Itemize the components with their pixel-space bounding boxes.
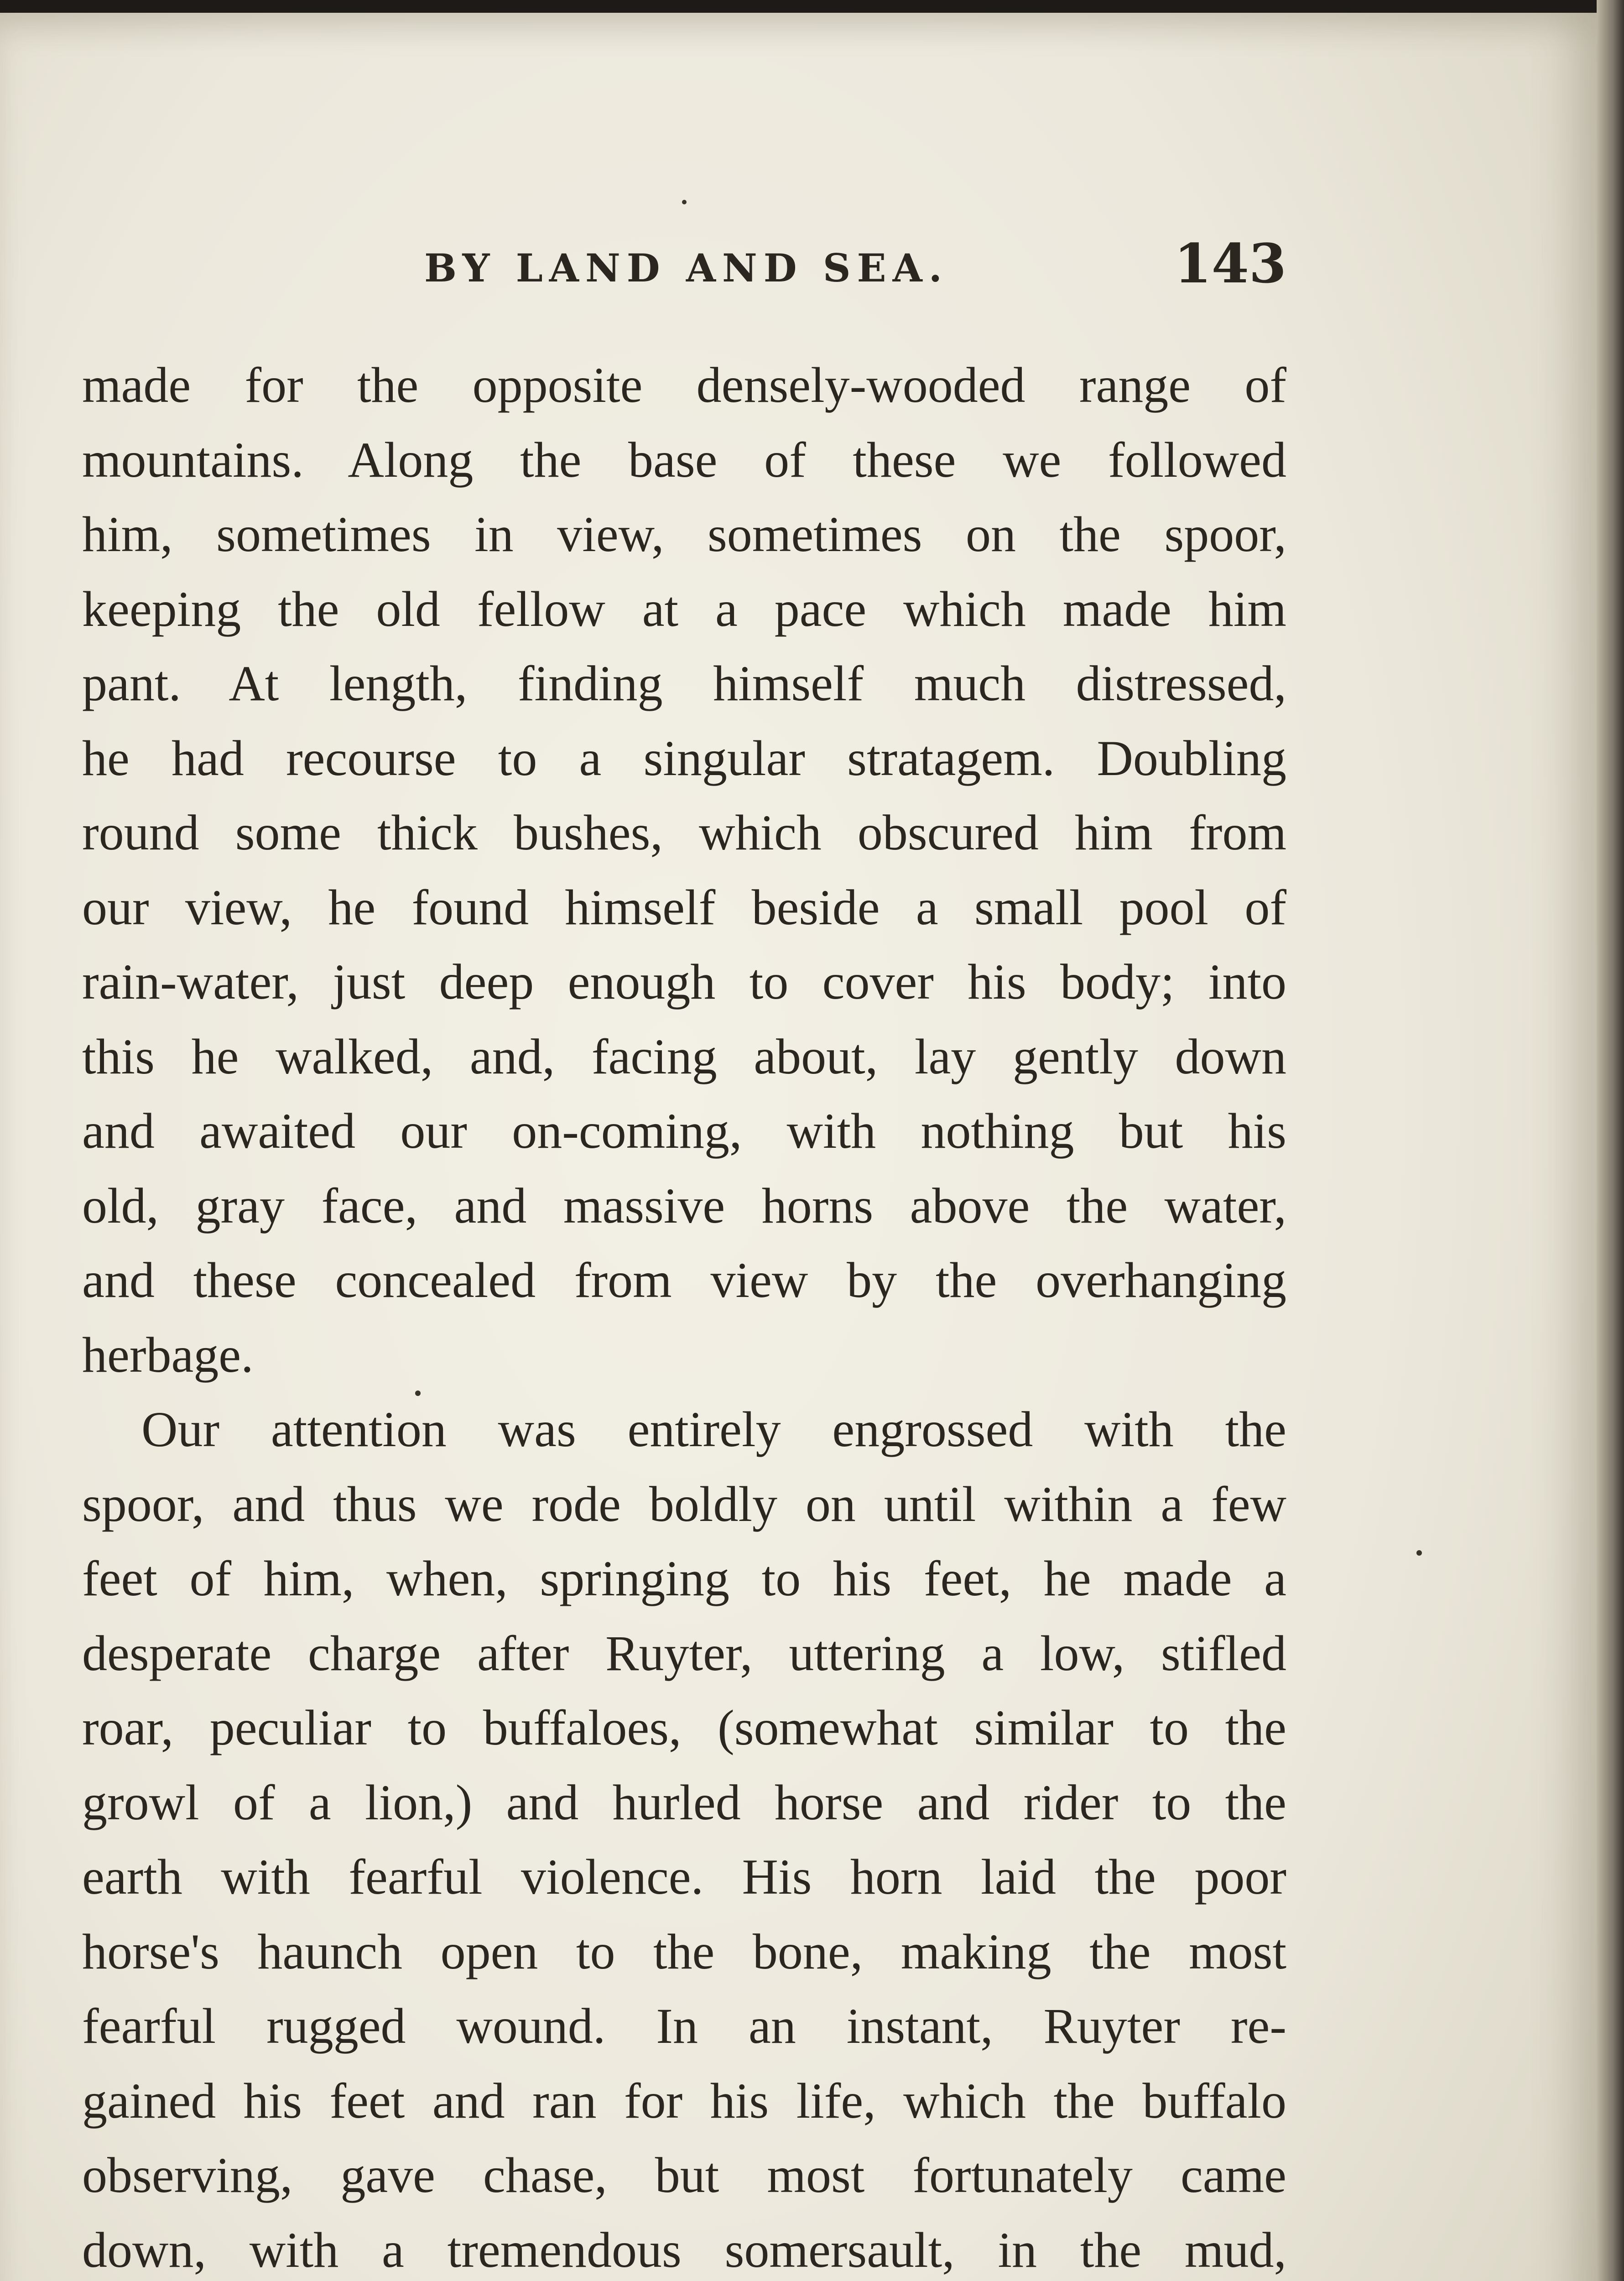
text-line: down, with a tremendous somersault, in the mud,	[82, 2222, 1286, 2278]
text-line: herbage.	[82, 1327, 254, 1383]
text-line: feet of him, when, springing to his feet, he made a	[82, 1551, 1286, 1606]
text-line: and awaited our on-coming, with nothing but his	[82, 1103, 1286, 1159]
text-line: spoor, and thus we rode boldly on until within a few	[82, 1476, 1286, 1532]
text-line: horse's haunch open to the bone, making the most	[82, 1923, 1286, 1979]
text-line: fearful rugged wound. In an instant, Ruyter re-	[82, 1998, 1286, 2054]
text-line: round some thick bushes, which obscured him from	[82, 805, 1286, 860]
text-line: earth with fearful violence. His horn laid the poor	[82, 1849, 1286, 1905]
paragraph-2	[82, 1392, 1286, 2281]
text-line: growl of a lion,) and hurled horse and rider to the	[82, 1774, 1286, 1830]
text-line: old, gray face, and massive horns above the water,	[82, 1177, 1286, 1234]
top-page-edge	[0, 0, 1624, 14]
text-line: observing, gave chase, but most fortunately came	[82, 2147, 1286, 2203]
text-line: he had recourse to a singular stratagem. Doubling	[82, 730, 1286, 786]
running-head	[82, 227, 1286, 296]
paragraph-1	[82, 348, 1286, 1392]
text-line: gained his feet and ran for his life, which the buffalo	[82, 2073, 1286, 2129]
text-line: him, sometimes in view, sometimes on the spoor,	[82, 506, 1286, 562]
text-line: roar, peculiar to buffaloes, (somewhat similar to the	[82, 1700, 1286, 1755]
text-line: and these concealed from view by the overhanging	[82, 1252, 1286, 1308]
text-line: rain-water, just deep enough to cover his body; into	[82, 954, 1286, 1010]
text-line: desperate charge after Ruyter, uttering a low, stifled	[82, 1625, 1286, 1681]
text-line: pant. At length, finding himself much distressed,	[82, 656, 1286, 711]
text-line: made for the opposite densely-wooded range of	[82, 357, 1286, 413]
page-number: 143	[1174, 232, 1286, 295]
text-line: our view, he found himself beside a small pool of	[82, 879, 1286, 935]
running-title: BY LAND AND SEA.	[424, 245, 948, 291]
paper-speck	[415, 1390, 421, 1396]
text-line: Our attention was entirely engrossed with the	[141, 1401, 1286, 1457]
paper-speck	[1416, 1550, 1422, 1556]
paper-speck	[682, 200, 687, 204]
body-text	[82, 348, 1286, 2281]
text-line: keeping the old fellow at a pace which made him	[82, 581, 1286, 637]
text-line: mountains. Along the base of these we followed	[82, 432, 1286, 488]
text-line: this he walked, and, facing about, lay gently down	[82, 1028, 1286, 1084]
page-edge-right	[1597, 0, 1624, 2281]
book-page	[0, 13, 1597, 2281]
